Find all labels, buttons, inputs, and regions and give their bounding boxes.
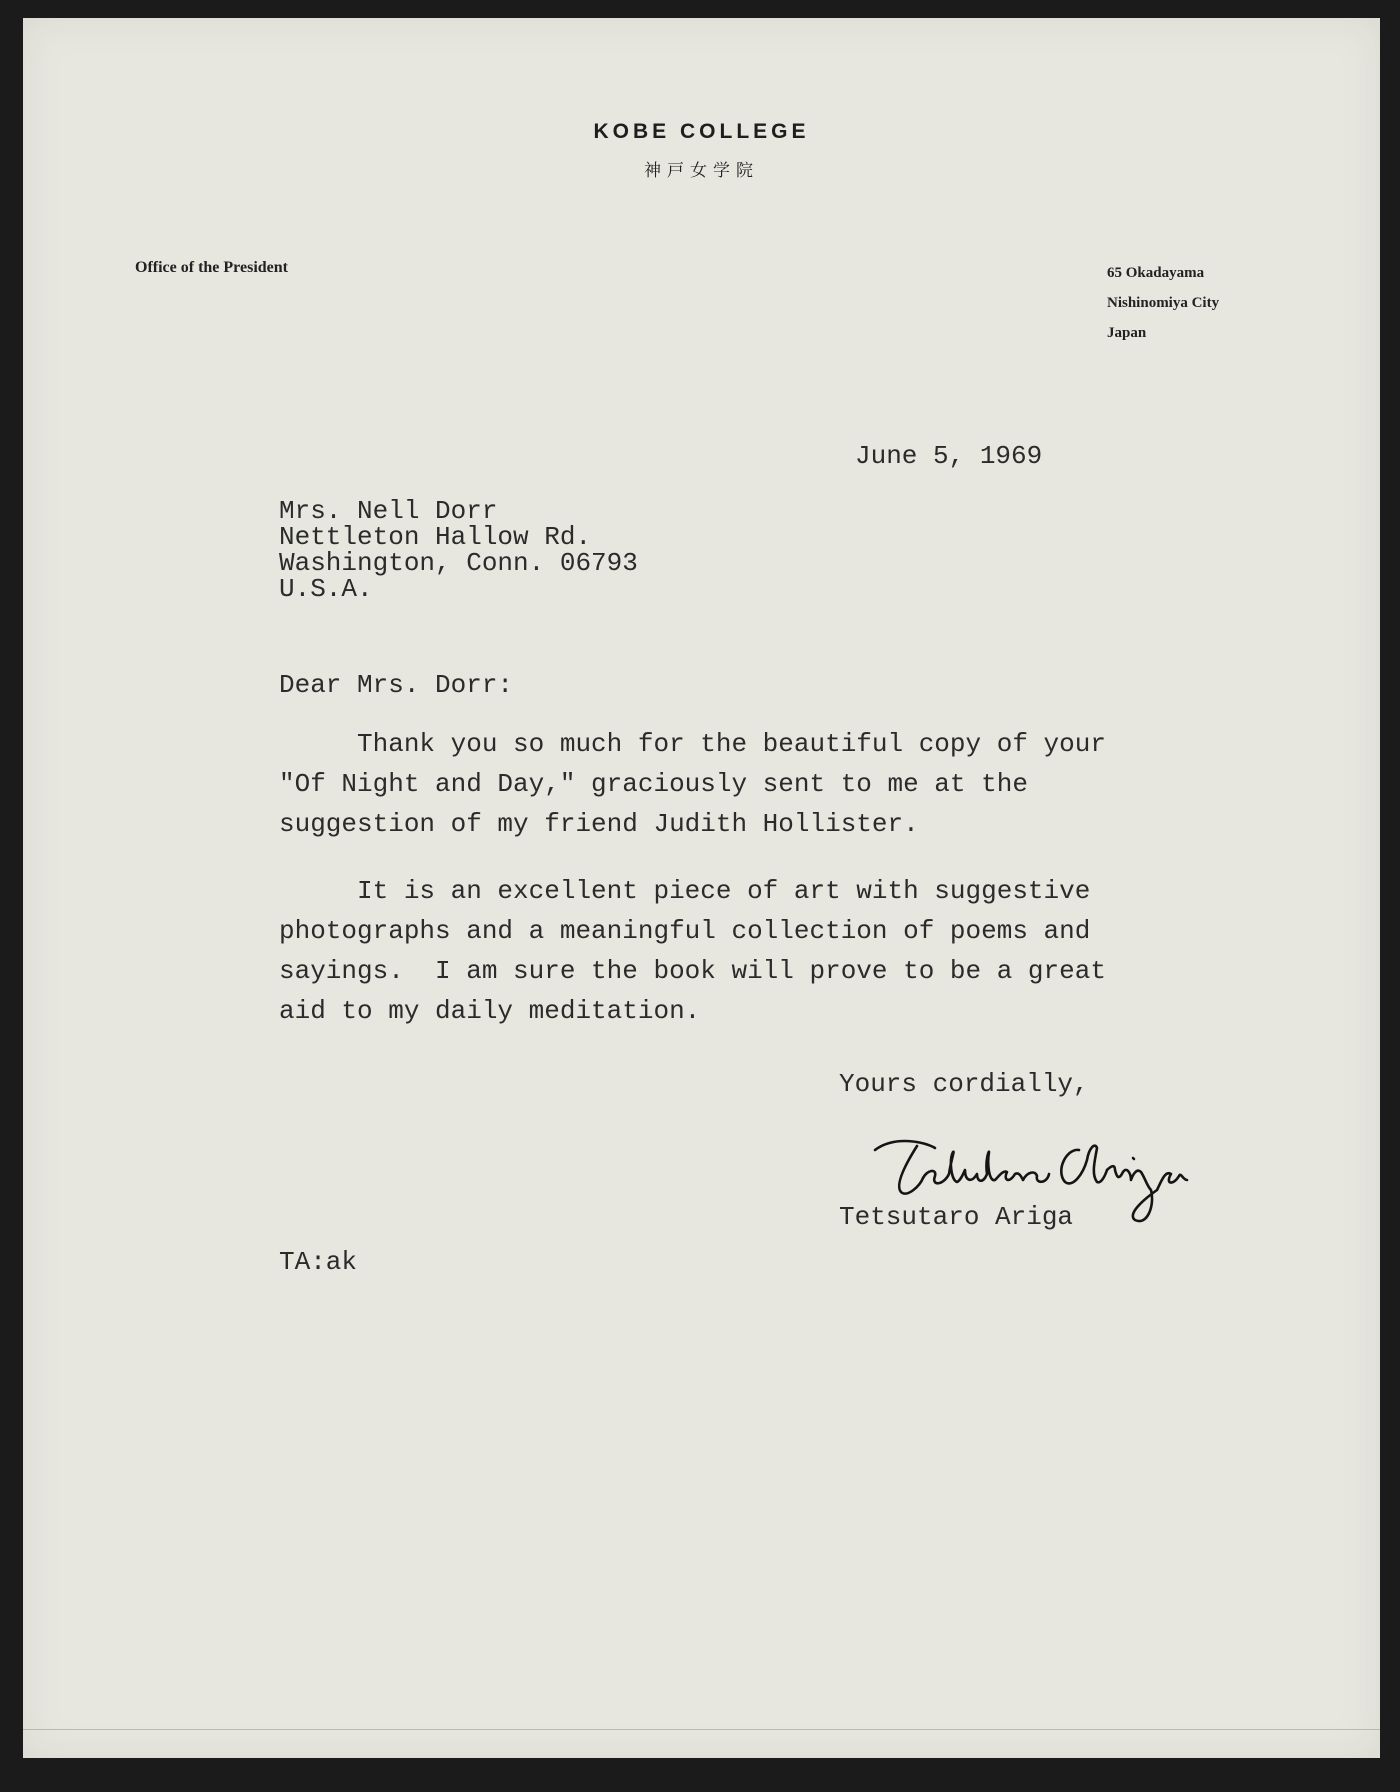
signer-name — [839, 1202, 1073, 1232]
reference-initials-text: TA:ak — [279, 1247, 358, 1277]
page-bottom-edge — [23, 1729, 1380, 1730]
paragraph-line: It is an excellent piece of art with suggestive — [279, 876, 1091, 906]
letter-date — [855, 441, 1042, 471]
recipient-line: Mrs. Nell Dorr — [279, 496, 498, 526]
paragraph-line: photographs and a meaningful collection of poems and — [279, 916, 1091, 946]
address-line: Japan — [1107, 325, 1147, 341]
college-address — [1107, 258, 1219, 348]
paragraph-line: "Of Night and Day," graciously sent to me at the — [279, 769, 1028, 799]
signer-name-text: Tetsutaro Ariga — [839, 1202, 1074, 1232]
recipient-line: U.S.A. — [279, 574, 373, 604]
closing-text: Yours cordially, — [839, 1069, 1089, 1099]
recipient-line: Washington, Conn. 06793 — [279, 548, 638, 578]
letter-page — [23, 18, 1380, 1758]
paragraph-1 — [279, 724, 1106, 844]
paragraph-line: Thank you so much for the beautiful copy of your — [279, 729, 1106, 759]
recipient-address — [279, 498, 638, 602]
paragraph-2 — [279, 871, 1106, 1031]
reference-initials — [279, 1247, 357, 1277]
paragraph-line: suggestion of my friend Judith Hollister. — [279, 809, 919, 839]
institution-name: KOBE COLLEGE — [593, 120, 810, 143]
address-line: Nishinomiya City — [1107, 295, 1220, 311]
office-label: Office of the President — [135, 259, 288, 276]
paragraph-line: aid to my daily meditation. — [279, 996, 701, 1026]
salutation — [279, 670, 513, 700]
paragraph-line: sayings. I am sure the book will prove to be a great — [279, 956, 1106, 986]
date-text: June 5, 1969 — [855, 441, 1043, 471]
recipient-line: Nettleton Hallow Rd. — [279, 522, 592, 552]
closing — [839, 1069, 1089, 1099]
institution-name-japanese: 神戸女学院 — [644, 161, 759, 181]
address-line: 65 Okadayama — [1107, 265, 1205, 281]
salutation-text: Dear Mrs. Dorr: — [279, 670, 514, 700]
